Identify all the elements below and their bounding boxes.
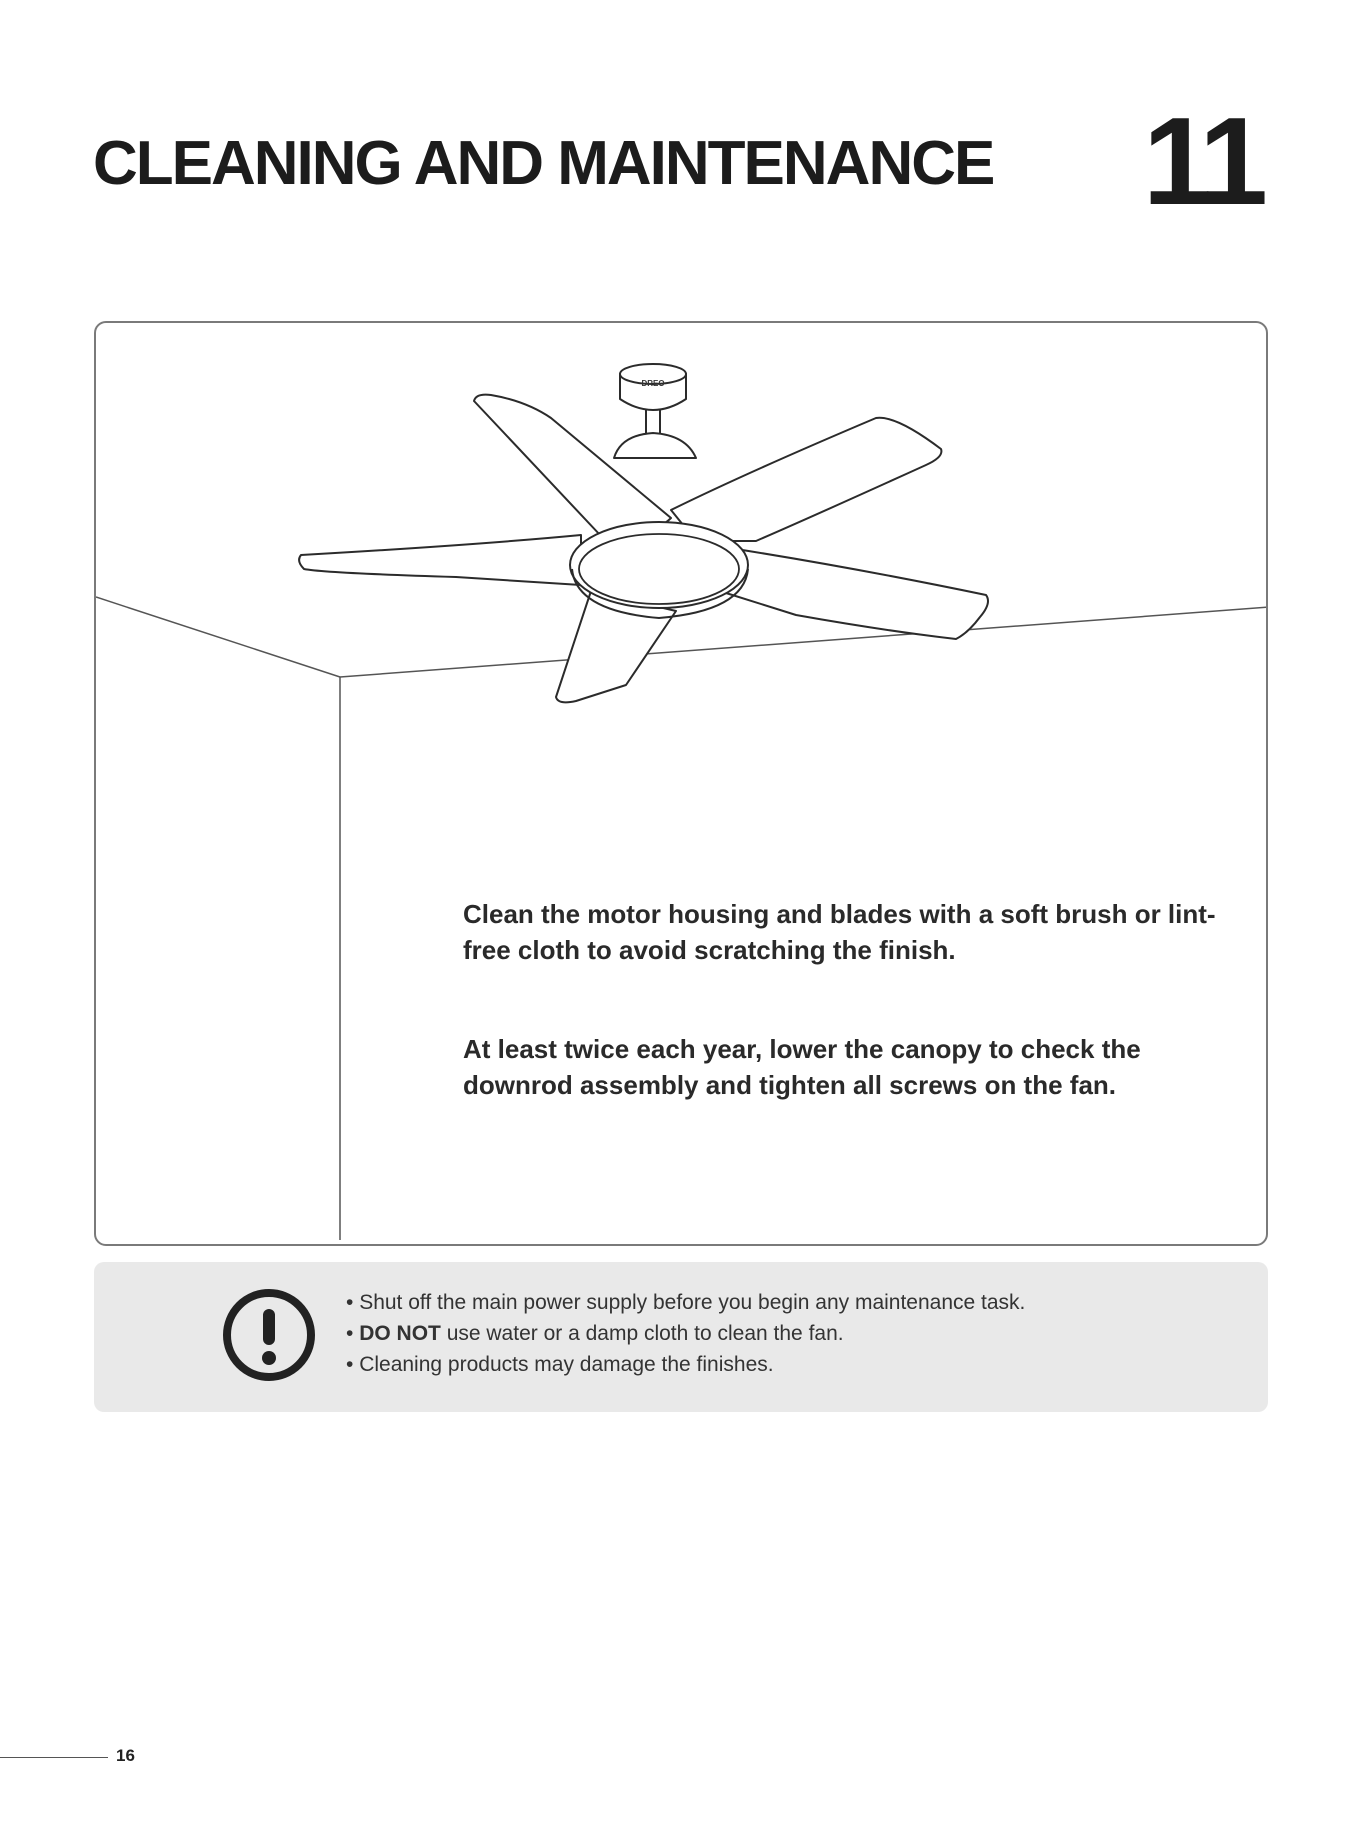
page-title: CLEANING AND MAINTENANCE (93, 129, 994, 198)
warning-panel (94, 1262, 1268, 1412)
instruction-cleaning: Clean the motor housing and blades with a soft brush or lint-free cloth to avoid scratching the finish. (463, 899, 1216, 965)
page-number: 16 (116, 1746, 135, 1765)
warning-item: • DO NOT use water or a damp cloth to clean the fan. (346, 1318, 1025, 1349)
exclamation-circle-icon (221, 1287, 317, 1383)
illustration-frame (94, 321, 1268, 1246)
instruction-inspection: At least twice each year, lower the canopy to check the downrod assembly and tighten all screws on the fan. (463, 1034, 1141, 1100)
footer-rule (0, 1757, 108, 1758)
brand-mark: DREO (641, 379, 665, 388)
warning-item: • Cleaning products may damage the finishes. (346, 1349, 1025, 1380)
ceiling-fan-illustration (96, 323, 1268, 1246)
warning-list (346, 1287, 1025, 1380)
warning-item: • Shut off the main power supply before you begin any maintenance task. (346, 1287, 1025, 1318)
section-number: 11 (1142, 93, 1262, 231)
